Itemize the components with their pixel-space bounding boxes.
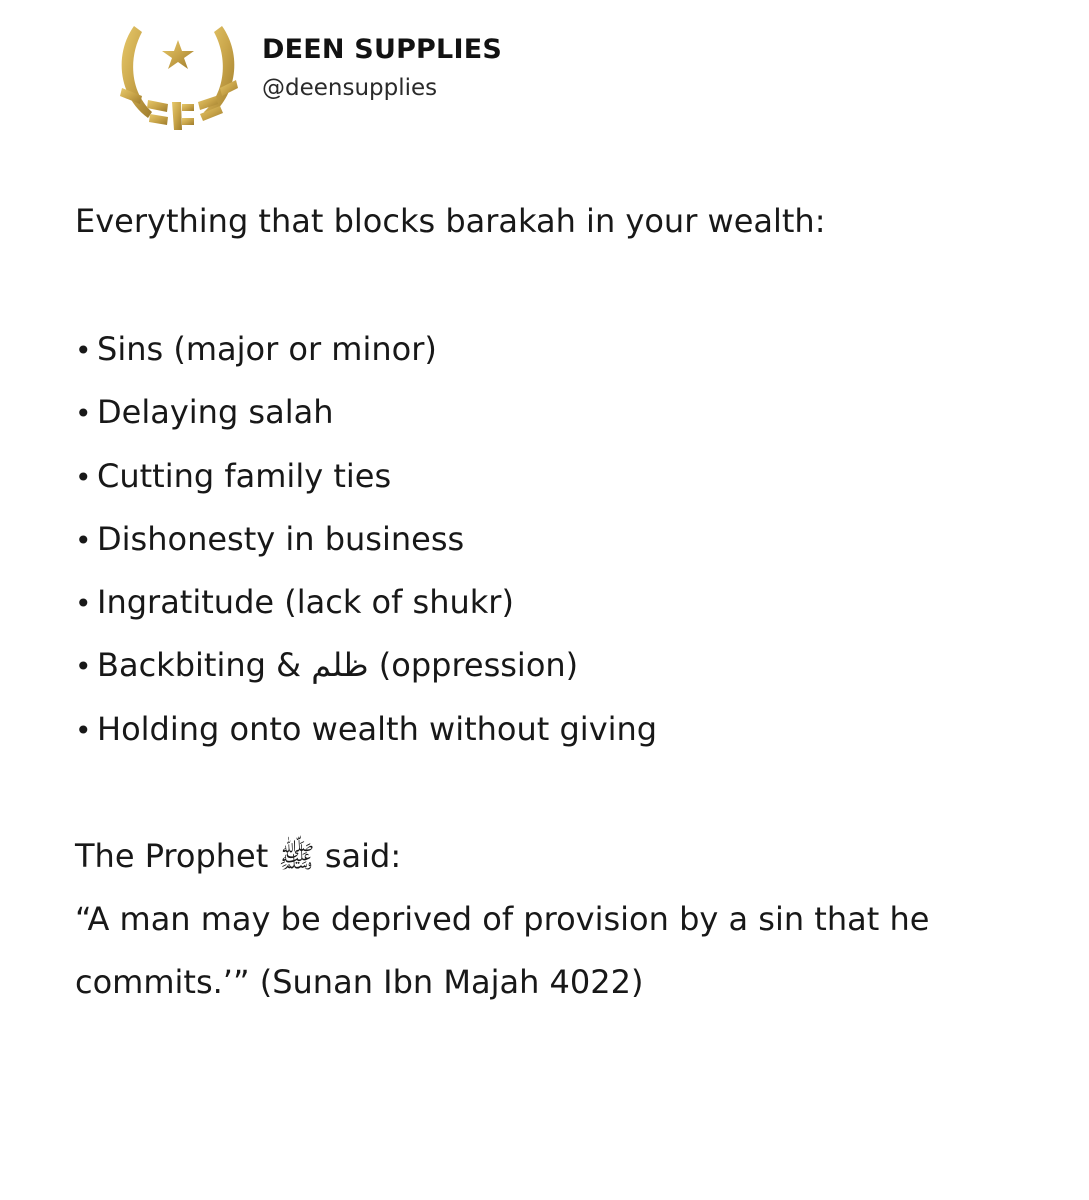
list-item [75,325,657,388]
account-info [262,33,502,103]
post-heading: Everything that blocks barakah in your wealth: [75,202,826,240]
list-item [75,641,657,704]
quote-intro [75,832,1065,895]
bullet-icon: • [75,460,92,494]
bullet-icon: • [75,523,92,557]
account-handle[interactable]: @deensupplies [262,75,438,101]
list-item [75,705,657,768]
bullet-icon: • [75,334,92,367]
hadith-quote [75,832,1065,1021]
list-item [75,578,657,641]
bullet-icon: • [75,397,92,431]
bullet-icon: • [75,587,92,621]
list-item [75,388,657,451]
post-body [75,197,1065,1001]
bullet-icon: • [75,713,92,747]
quote-intro-before: The Prophet [75,837,269,875]
quote-text-line-2: commits.’” (Sunan Ibn Majah 4022) [75,963,644,1001]
bullet-text: Cutting family ties [97,456,392,495]
bullet-text: Backbiting & ظلم (oppression) [97,646,579,685]
list-item [75,515,657,578]
quote-text-line-1: “A man may be deprived of provision by a sin that he [75,900,930,938]
bullet-text: Ingratitude (lack of shukr) [97,583,514,622]
account-name[interactable]: DEEN SUPPLIES [262,34,502,65]
quote-intro-after: said: [324,837,402,875]
crescent-star-deen-logo-icon [112,14,244,134]
honorific-symbol: ﷺ [278,840,315,875]
post-header [112,14,532,134]
bullet-text: Holding onto wealth without giving [97,709,658,748]
bullet-text: Sins (major or minor) [97,330,437,368]
list-item [75,452,657,515]
bullet-text: Dishonesty in business [97,519,465,558]
bullet-text: Delaying salah [97,393,334,432]
bullet-list [75,325,657,768]
bullet-icon: • [75,650,92,684]
